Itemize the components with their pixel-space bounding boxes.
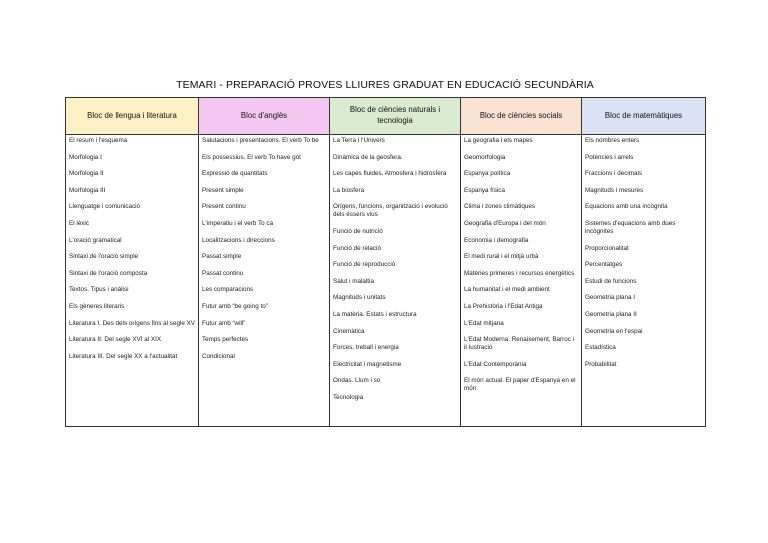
topic-item: Estadística <box>585 344 616 352</box>
topic-item: Morfologia I <box>69 153 102 161</box>
topic-item: Forces, treball i energia <box>333 344 399 352</box>
document-title: TEMARI - PREPARACIÓ PROVES LLIURES GRADUAT EN EDUCACIÓ SECUNDÀRIA <box>176 79 594 91</box>
topic-item: Estudi de funcions <box>585 277 637 285</box>
topic-item: Cinemàtica <box>333 327 365 335</box>
column-header-social-sciences: Bloc de ciències socials <box>461 98 582 135</box>
topic-item: Salutacions i presentacions. El verb To be <box>202 137 319 144</box>
topics-cell-natural-sciences <box>330 135 461 427</box>
topic-item: Espanya física <box>464 186 505 194</box>
topic-item: Magnituds i unitats <box>333 294 386 302</box>
topic-item: L'Edat mitjana <box>464 319 504 327</box>
topics-cell-mathematics <box>582 135 706 427</box>
topic-item: Ondas. Llum i so <box>333 377 381 385</box>
topic-item: L'oració gramatical <box>69 236 122 244</box>
topic-item: Temps perfectes <box>202 336 249 344</box>
topic-item: Electricitat i magnetisme <box>333 360 402 368</box>
topic-item: La biosfera <box>333 186 365 194</box>
topic-item: Geometria plana II <box>585 310 637 318</box>
column-header-language-literature: Bloc de llengua i literatura <box>66 98 199 135</box>
topic-item: Literatura II: Del segle XVI al XIX <box>69 336 162 344</box>
topic-item: Llenguatge i comunicació <box>69 203 141 211</box>
topic-item: Fraccions i decimals <box>585 170 643 178</box>
topic-item: Present simple <box>202 186 244 194</box>
topic-item: Sintaxi de l'oració simple <box>69 253 139 261</box>
topic-item: Funció de nutrició <box>333 227 383 235</box>
topic-item: El món actual. El paper d'Espanya en el món <box>464 377 576 393</box>
topic-item: Futur amb “be going to” <box>202 302 268 310</box>
topic-item: Les capes fluides. Atmosfera i hidrosfera <box>333 170 447 178</box>
topic-item: Tecnologia <box>333 393 364 401</box>
column-header-english: Bloc d'anglès <box>199 98 330 135</box>
topic-item: La humanitat i el medi ambient <box>464 286 550 294</box>
topic-item: El medi rural i el mitjà urbà <box>464 253 539 261</box>
topic-item: Literatura III. Del segle XX a l'actualitat <box>69 352 178 360</box>
topic-item: Geometria en l'espai <box>585 327 643 335</box>
topic-item: L'Edat Contemporània <box>464 360 527 368</box>
topic-item: Potències i arrels <box>585 153 634 161</box>
topic-item: Morfologia III <box>69 186 106 194</box>
topic-item: Dinàmica de la geosfera. <box>333 153 403 161</box>
topic-item: Els possessius. El verb To have got <box>202 153 301 161</box>
syllabus-table <box>65 97 706 427</box>
topic-item: Funció de reproducció <box>333 261 396 269</box>
topic-item: Sintaxi de l'oració composta <box>69 269 148 277</box>
topics-cell-english <box>199 135 330 427</box>
topic-item: Magnituds i mesures <box>585 186 644 194</box>
topic-item: L'Edat Moderna. Renaixement, Barroc i il·lustració <box>464 336 575 352</box>
topic-item: Expressió de quantitats <box>202 170 268 178</box>
topic-item: La matèria. Estats i estructura <box>333 310 417 318</box>
topic-item: Probabilitat <box>585 360 617 368</box>
topic-item: Present continu <box>202 203 246 211</box>
topic-item: Salut i malaltia <box>333 277 374 285</box>
topic-item: Geomorfologia <box>464 153 506 161</box>
topic-item: Matèries primeres i recursos energètics <box>464 269 575 277</box>
topic-item: Espanya política <box>464 170 511 178</box>
topic-item: Economia i demografia <box>464 236 529 244</box>
topic-item: Orígens, funcions, organització i evolució dels éssers vius <box>333 203 448 219</box>
topic-item: Sistemes d'equacions amb dues incògnites <box>585 219 676 235</box>
topic-item: Proporcionalitat <box>585 244 629 252</box>
topic-item: Geometria plana I <box>585 294 636 302</box>
topic-item: Percentatges <box>585 261 623 269</box>
topic-item: Futur amb “will” <box>202 319 246 327</box>
topic-item: Equacions amb una incògnita <box>585 203 668 211</box>
header-row <box>66 98 706 135</box>
column-header-natural-sciences: Bloc de ciències naturals i tecnologia <box>330 98 461 135</box>
topic-item: Els gèneres literaris <box>69 302 125 310</box>
topic-item: L'imperatiu i el verb To ca <box>202 219 274 227</box>
topic-item: Condicional <box>202 352 235 360</box>
topic-item: Funció de relació <box>333 244 381 252</box>
topic-item: El lèxic <box>69 219 89 227</box>
topic-item: La Prehistòria i l'Edat Antiga <box>464 302 543 310</box>
topic-item: Clima i zones climàtiques <box>464 203 536 211</box>
topic-item: Passat simple <box>202 253 242 261</box>
topic-item: Textos. Tipus i anàlisi <box>69 286 129 294</box>
topic-item: Morfologia II <box>69 170 104 178</box>
topic-item: Literatura I. Des dels orígens fins al segle XV <box>69 319 196 327</box>
topic-item: La geografia i els mapes <box>464 137 533 144</box>
topic-item: Les comparacions <box>202 286 254 294</box>
topic-item: Els nombres enters <box>585 137 640 144</box>
topics-row <box>66 135 706 427</box>
column-header-mathematics: Bloc de matemàtiques <box>582 98 706 135</box>
topic-item: El resum i l'esquema <box>69 137 128 144</box>
topics-cell-language-literature <box>66 135 199 427</box>
topics-cell-social-sciences <box>461 135 582 427</box>
topic-item: La Terra i l'Univers <box>333 137 385 144</box>
topic-item: Passat continu <box>202 269 244 277</box>
topic-item: Localitzacions i direccions <box>202 236 275 244</box>
topic-item: Geografia d'Europa i del món <box>464 219 546 227</box>
